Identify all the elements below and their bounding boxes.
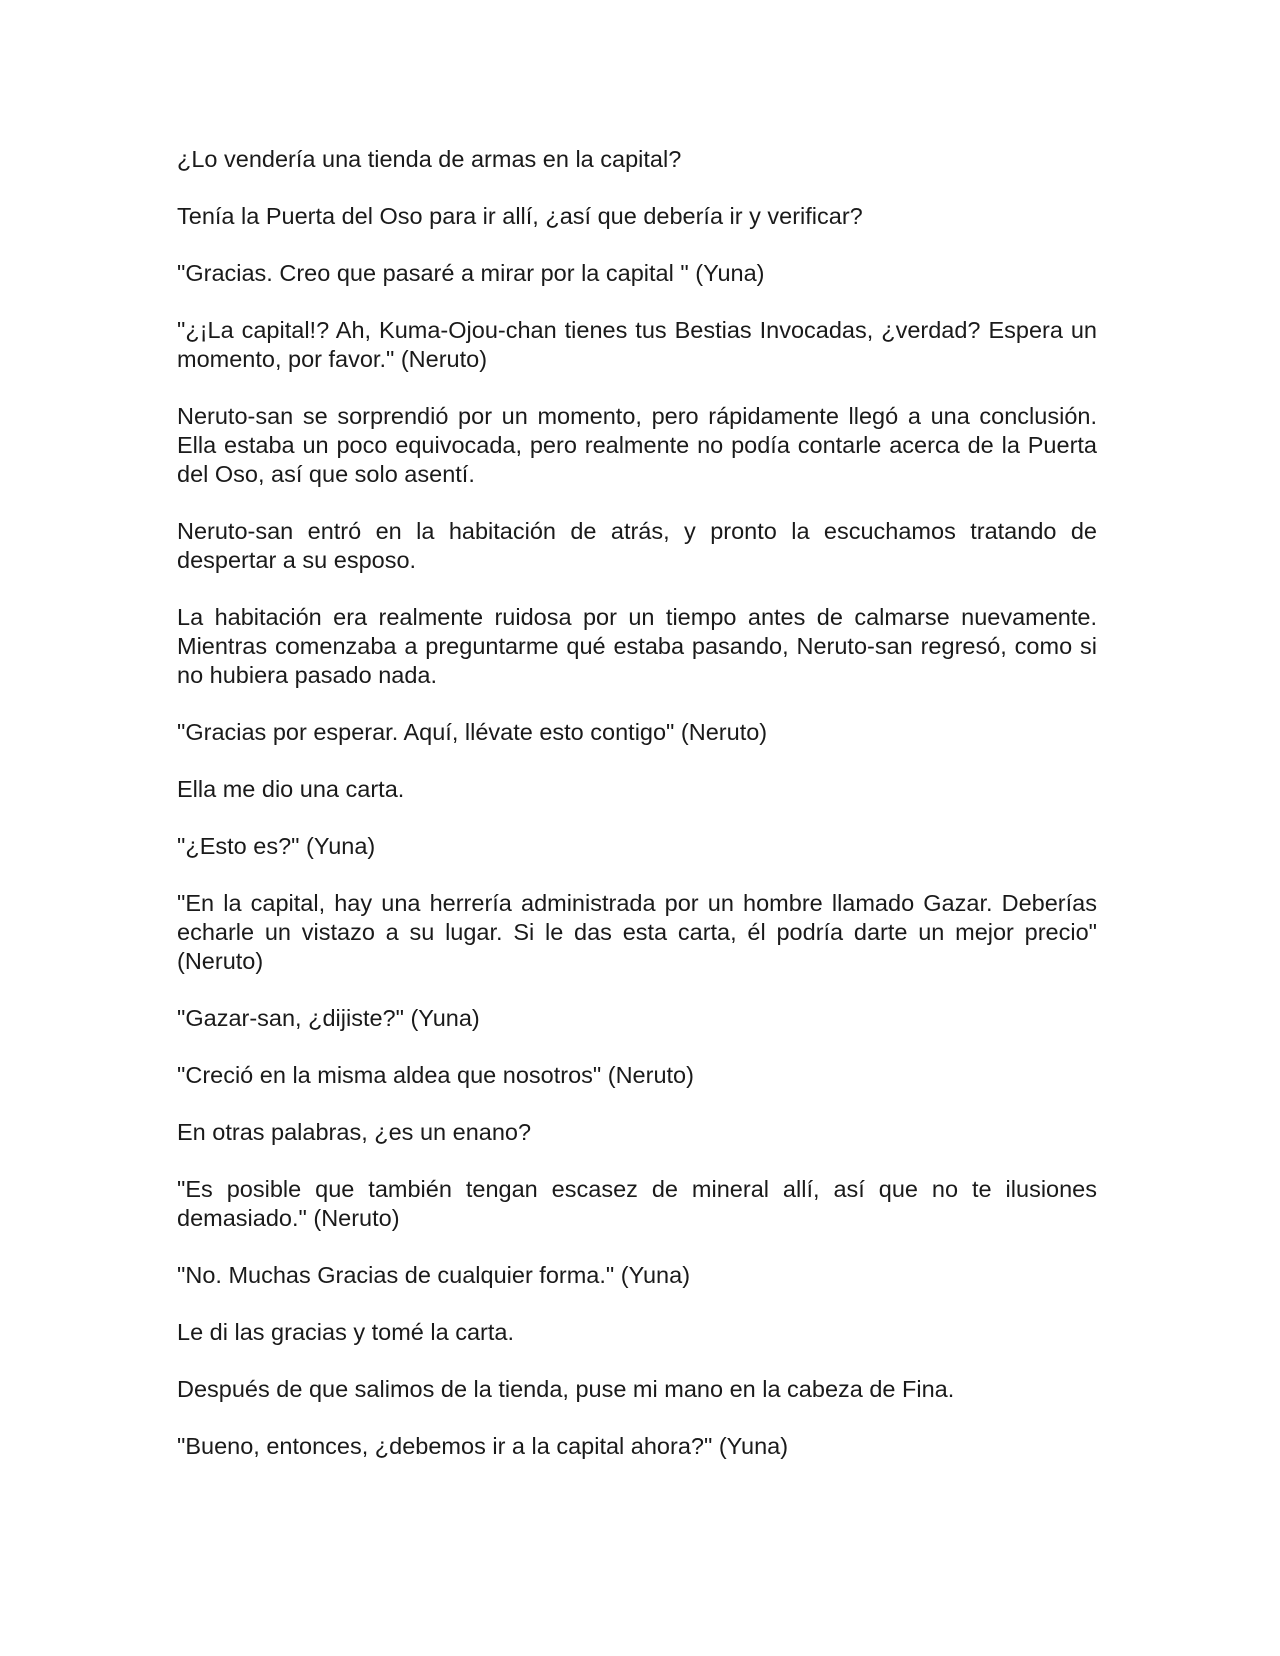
paragraph: "¿Esto es?" (Yuna) <box>177 833 376 859</box>
paragraph: "Gazar-san, ¿dijiste?" (Yuna) <box>177 1005 480 1031</box>
paragraph: Le di las gracias y tomé la carta. <box>177 1319 514 1345</box>
paragraph: "Gracias por esperar. Aquí, llévate esto contigo" (Neruto) <box>177 719 768 745</box>
paragraph: En otras palabras, ¿es un enano? <box>177 1119 532 1145</box>
paragraph: Neruto-san se sorprendió por un momento, pero rápidamente llegó a una conclusión. Ella estaba un poco equivocada, pero realmente no podía contarle acerca de la Puerta del Oso, así que solo asentí. <box>177 403 1097 487</box>
paragraph: Después de que salimos de la tienda, puse mi mano en la cabeza de Fina. <box>177 1376 955 1402</box>
paragraph: Neruto-san entró en la habitación de atrás, y pronto la escuchamos tratando de despertar a su esposo. <box>177 518 1097 573</box>
paragraph: "En la capital, hay una herrería administrada por un hombre llamado Gazar. Deberías echarle un vistazo a su lugar. Si le das esta carta, él podría darte un mejor precio" (Neruto) <box>177 890 1097 974</box>
paragraph: "Gracias. Creo que pasaré a mirar por la capital " (Yuna) <box>177 260 765 286</box>
paragraph: "¿¡La capital!? Ah, Kuma-Ojou-chan tienes tus Bestias Invocadas, ¿verdad? Espera un momento, por favor." (Neruto) <box>177 317 1097 372</box>
paragraph: ¿Lo vendería una tienda de armas en la capital? <box>177 146 682 172</box>
paragraph: "Creció en la misma aldea que nosotros" (Neruto) <box>177 1062 694 1088</box>
paragraph: "No. Muchas Gracias de cualquier forma." (Yuna) <box>177 1262 691 1288</box>
document-body <box>177 145 1097 1489</box>
paragraph: Ella me dio una carta. <box>177 776 405 802</box>
paragraph: Tenía la Puerta del Oso para ir allí, ¿así que debería ir y verificar? <box>177 203 863 229</box>
paragraph: "Bueno, entonces, ¿debemos ir a la capital ahora?" (Yuna) <box>177 1433 789 1459</box>
paragraph: "Es posible que también tengan escasez de mineral allí, así que no te ilusiones demasiado." (Neruto) <box>177 1176 1097 1231</box>
paragraph: La habitación era realmente ruidosa por un tiempo antes de calmarse nuevamente. Mientras comenzaba a preguntarme qué estaba pasando, Neruto-san regresó, como si no hubiera pasado nada. <box>177 604 1097 688</box>
